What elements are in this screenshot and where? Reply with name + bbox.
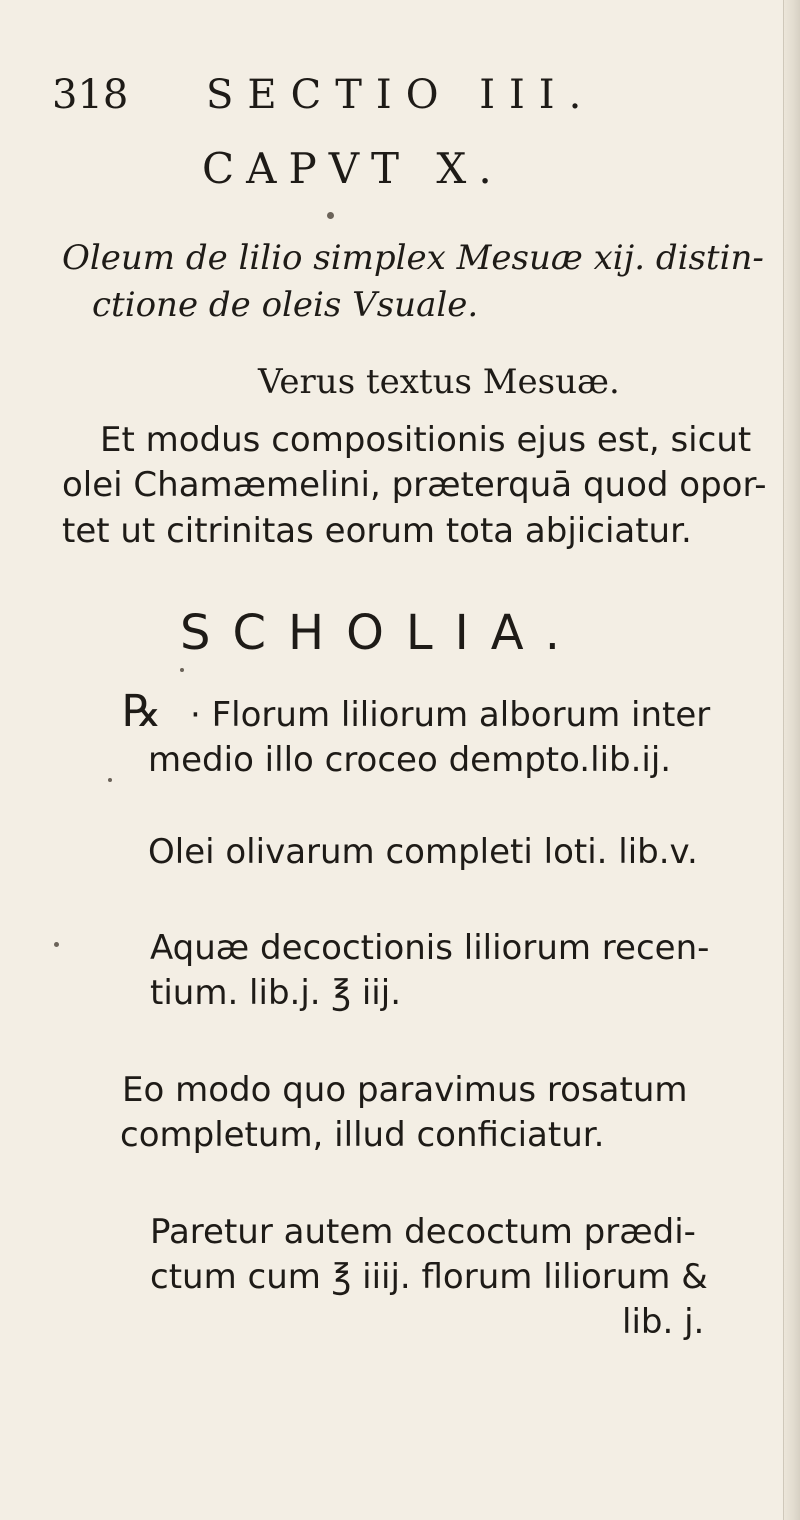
recipe-title-line-2: ctione de oleis Vsuale. <box>92 285 479 325</box>
page-edge <box>783 0 800 1520</box>
ink-speck <box>54 942 59 947</box>
recipe-title-line-1: Oleum de lilio simplex Mesuæ xij. distin- <box>62 238 764 278</box>
scholia-line-8: Paretur autem decoctum prædi- <box>150 1212 696 1252</box>
recipe-symbol-icon: ℞ <box>122 686 162 737</box>
ink-speck <box>327 212 334 219</box>
scholia-line-10: lib. j. <box>622 1302 705 1342</box>
text-line-1: Et modus compositionis ejus est, sicut <box>100 420 752 460</box>
text-line-3: tet ut citrinitas eorum tota abjiciatur. <box>62 511 692 551</box>
scholia-heading: SCHOLIA. <box>180 605 583 661</box>
scholia-line-9: ctum cum ℥ iiij. florum liliorum & <box>150 1257 708 1297</box>
scholia-line-5: tium. lib.j. ℥ iij. <box>150 973 401 1013</box>
scholia-line-1: · Florum liliorum alborum inter <box>190 695 711 735</box>
scholia-line-3: Olei olivarum completi loti. lib.v. <box>148 832 698 872</box>
verus-textus-heading: Verus textus Mesuæ. <box>258 362 620 402</box>
chapter-title: CAPVT X. <box>202 144 504 193</box>
scholia-line-2: medio illo croceo dempto.lib.ij. <box>148 740 672 780</box>
page-number: 318 <box>52 72 129 118</box>
scholia-line-7: completum, illud conficiatur. <box>120 1115 605 1155</box>
ink-speck <box>180 668 184 672</box>
scholia-line-4: Aquæ decoctionis liliorum recen- <box>150 928 710 968</box>
ink-speck <box>108 778 112 782</box>
scholia-line-6: Eo modo quo paravimus rosatum <box>122 1070 688 1110</box>
text-line-2: olei Chamæmelini, præterquā quod opor- <box>62 465 767 505</box>
running-head: SECTIO III. <box>206 72 596 118</box>
